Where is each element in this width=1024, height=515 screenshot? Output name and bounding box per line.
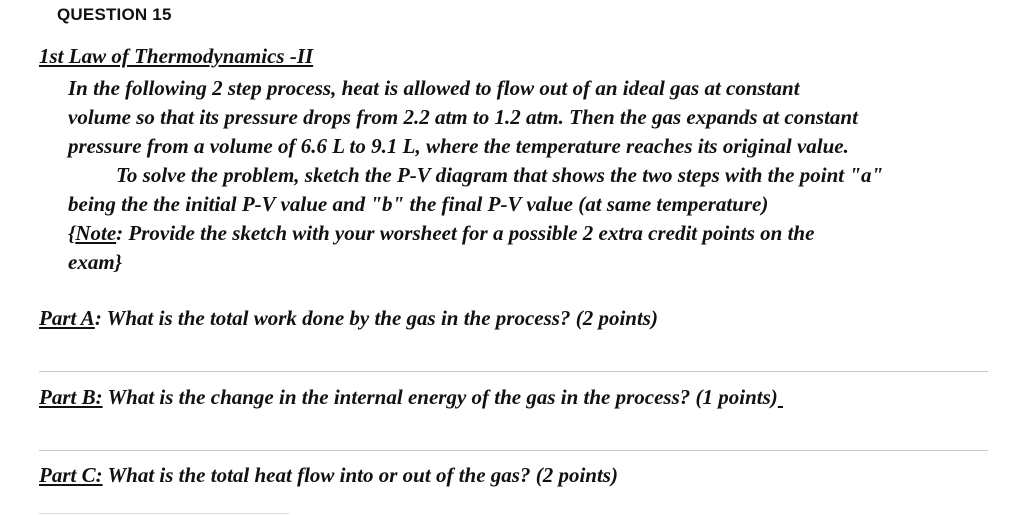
part-b-text: What is the change in the internal energy of the gas in the process? (1 points)	[102, 385, 778, 409]
part-a-label: Part A	[39, 306, 95, 330]
part-a-question	[39, 306, 658, 331]
paragraph-line: To solve the problem, sketch the P-V diagram that shows the two steps with the point "a"	[116, 163, 884, 187]
part-c-label: Part C:	[39, 463, 103, 487]
paragraph-line: volume so that its pressure drops from 2.2 atm to 1.2 atm. Then the gas expands at constant	[68, 105, 858, 129]
question-header: QUESTION 15	[57, 5, 172, 24]
paragraph-line: pressure from a volume of 6.6 L to 9.1 L, where the temperature reaches its original value.	[68, 134, 849, 158]
problem-statement	[68, 74, 993, 277]
answer-divider	[39, 371, 988, 372]
section-title: 1st Law of Thermodynamics -II	[39, 44, 314, 68]
part-c-text: What is the total heat flow into or out of the gas? (2 points)	[102, 463, 618, 487]
paragraph-line: In the following 2 step process, heat is allowed to flow out of an ideal gas at constant	[68, 76, 800, 100]
part-b-label: Part B:	[39, 385, 103, 409]
note-label: Note	[75, 221, 117, 245]
part-b-question	[39, 385, 783, 410]
note-line	[68, 219, 993, 248]
answer-divider	[39, 513, 289, 514]
paragraph-line: being the the initial P-V value and "b" the final P-V value (at same temperature)	[68, 192, 769, 216]
note-text: : Provide the sketch with your worsheet for a possible 2 extra credit points on the	[116, 221, 815, 245]
part-a-text: : What is the total work done by the gas in the process? (2 points)	[94, 306, 658, 330]
part-c-question	[39, 463, 618, 488]
answer-divider	[39, 450, 988, 451]
note-end-line: exam}	[68, 250, 122, 274]
part-b-trailing-underline	[778, 385, 783, 409]
note-brace: {	[68, 221, 76, 245]
